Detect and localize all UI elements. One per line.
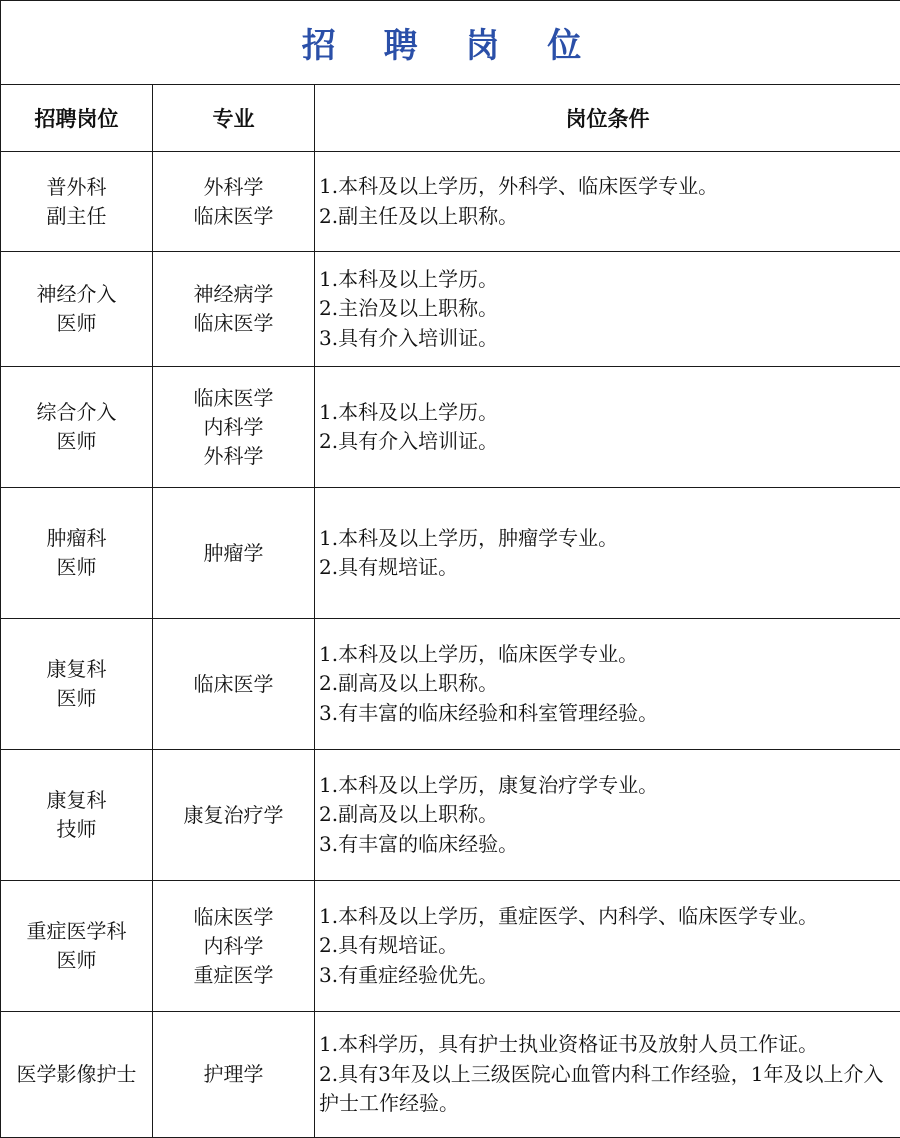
major-cell [153, 367, 315, 488]
conditions-cell-line: 3.有丰富的临床经验。 [319, 830, 896, 860]
major-cell-line: 外科学 [153, 442, 314, 471]
major-cell-line: 肿瘤学 [153, 539, 314, 568]
table-row [1, 367, 900, 488]
major-cell-line: 护理学 [153, 1060, 314, 1089]
position-cell-line: 医师 [1, 946, 152, 975]
position-cell [1, 252, 153, 367]
conditions-cell [315, 152, 900, 252]
major-cell-line: 临床医学 [153, 670, 314, 699]
position-cell-line: 医学影像护士 [1, 1060, 152, 1089]
major-cell-line: 临床医学 [153, 903, 314, 932]
major-cell-line: 重症医学 [153, 961, 314, 990]
position-cell-line: 技师 [1, 815, 152, 844]
conditions-cell-line: 2.副主任及以上职称。 [319, 202, 896, 232]
conditions-cell-line: 1.本科及以上学历。 [319, 398, 896, 428]
conditions-cell-line: 2.具有规培证。 [319, 931, 896, 961]
conditions-cell [315, 367, 900, 488]
conditions-cell [315, 1012, 900, 1138]
position-cell-line: 神经介入 [1, 280, 152, 309]
conditions-cell-line: 2.副高及以上职称。 [319, 669, 896, 699]
position-cell-line: 普外科 [1, 173, 152, 202]
major-cell [153, 619, 315, 750]
major-cell-line: 内科学 [153, 413, 314, 442]
position-cell-line: 重症医学科 [1, 917, 152, 946]
conditions-cell [315, 252, 900, 367]
header-major: 专业 [153, 85, 315, 152]
major-cell-line: 外科学 [153, 173, 314, 202]
major-cell [153, 152, 315, 252]
position-cell [1, 881, 153, 1012]
header-conditions: 岗位条件 [315, 85, 900, 152]
conditions-cell-line: 2.具有3年及以上三级医院心血管内科工作经验，1年及以上介入护士工作经验。 [319, 1060, 896, 1119]
position-cell-line: 医师 [1, 309, 152, 338]
table-row [1, 488, 900, 619]
conditions-cell-line: 2.主治及以上职称。 [319, 294, 896, 324]
major-cell-line: 临床医学 [153, 309, 314, 338]
table-row [1, 152, 900, 252]
conditions-cell-line: 1.本科及以上学历，肿瘤学专业。 [319, 524, 896, 554]
position-cell-line: 医师 [1, 684, 152, 713]
major-cell-line: 康复治疗学 [153, 801, 314, 830]
position-cell [1, 367, 153, 488]
conditions-cell-line: 1.本科及以上学历，外科学、临床医学专业。 [319, 172, 896, 202]
position-cell-line: 副主任 [1, 202, 152, 231]
conditions-cell-line: 1.本科及以上学历，康复治疗学专业。 [319, 771, 896, 801]
conditions-cell-line: 3.有丰富的临床经验和科室管理经验。 [319, 699, 896, 729]
major-cell [153, 488, 315, 619]
conditions-cell [315, 619, 900, 750]
major-cell-line: 神经病学 [153, 280, 314, 309]
table-row [1, 750, 900, 881]
table-row [1, 252, 900, 367]
conditions-cell [315, 750, 900, 881]
conditions-cell-line: 1.本科及以上学历，重症医学、内科学、临床医学专业。 [319, 902, 896, 932]
major-cell [153, 1012, 315, 1138]
position-cell-line: 医师 [1, 553, 152, 582]
position-cell-line: 综合介入 [1, 398, 152, 427]
position-cell [1, 619, 153, 750]
position-cell-line: 康复科 [1, 655, 152, 684]
position-cell-line: 肿瘤科 [1, 524, 152, 553]
position-cell [1, 152, 153, 252]
major-cell [153, 750, 315, 881]
major-cell-line: 临床医学 [153, 202, 314, 231]
conditions-cell-line: 3.具有介入培训证。 [319, 324, 896, 354]
position-cell [1, 488, 153, 619]
page-title: 招 聘 岗 位 [1, 1, 900, 85]
conditions-cell [315, 488, 900, 619]
position-cell [1, 1012, 153, 1138]
conditions-cell-line: 2.具有规培证。 [319, 553, 896, 583]
table-row [1, 1012, 900, 1138]
conditions-cell [315, 881, 900, 1012]
major-cell-line: 内科学 [153, 932, 314, 961]
header-row [1, 85, 900, 152]
position-cell-line: 康复科 [1, 786, 152, 815]
position-cell [1, 750, 153, 881]
position-cell-line: 医师 [1, 427, 152, 456]
major-cell-line: 临床医学 [153, 384, 314, 413]
conditions-cell-line: 2.具有介入培训证。 [319, 427, 896, 457]
recruitment-table-body [1, 1, 900, 1138]
title-row [1, 1, 900, 85]
conditions-cell-line: 3.有重症经验优先。 [319, 961, 896, 991]
conditions-cell-line: 1.本科学历，具有护士执业资格证书及放射人员工作证。 [319, 1030, 896, 1060]
major-cell [153, 881, 315, 1012]
conditions-cell-line: 1.本科及以上学历，临床医学专业。 [319, 640, 896, 670]
conditions-cell-line: 1.本科及以上学历。 [319, 265, 896, 295]
table-row [1, 881, 900, 1012]
conditions-cell-line: 2.副高及以上职称。 [319, 800, 896, 830]
table-row [1, 619, 900, 750]
header-position: 招聘岗位 [1, 85, 153, 152]
major-cell [153, 252, 315, 367]
